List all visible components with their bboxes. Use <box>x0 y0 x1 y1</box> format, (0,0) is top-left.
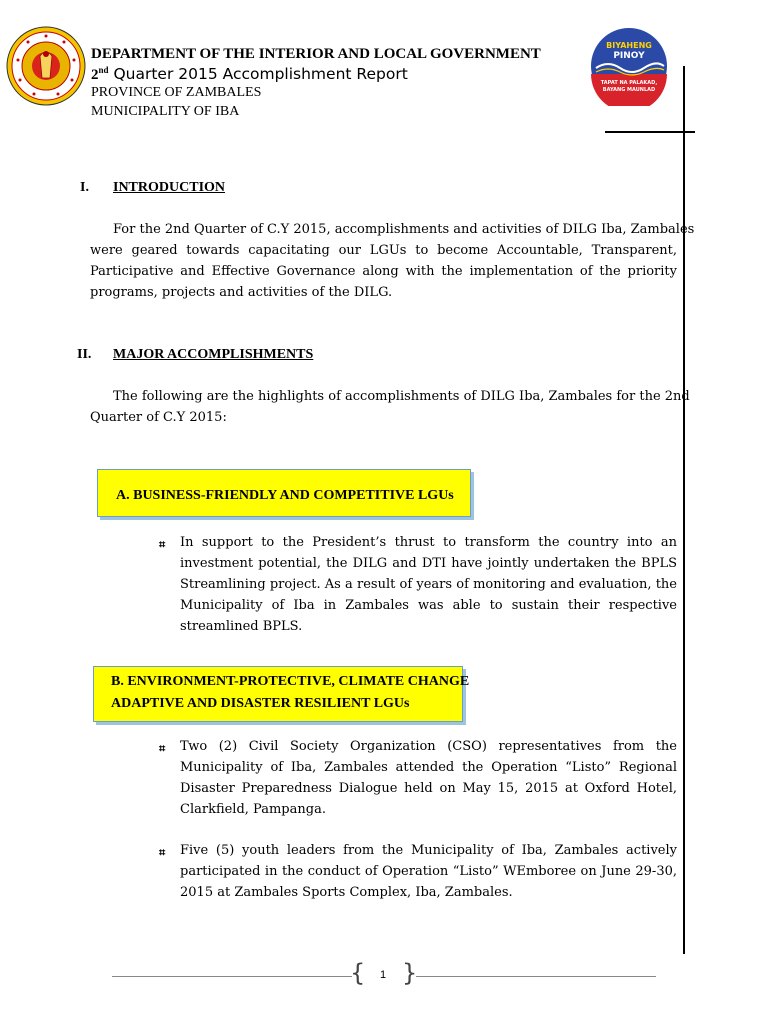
subsection-b-banner <box>93 666 470 722</box>
quarter-number: 2 <box>91 67 99 84</box>
subsection-b-title-line2: ADAPTIVE AND DISASTER RESILIENT LGUs <box>111 696 410 711</box>
footer-rule-right <box>416 976 656 977</box>
section-major-title: MAJOR ACCOMPLISHMENTS <box>113 347 314 362</box>
biyaheng-pinoy-logo <box>588 26 670 106</box>
bullet-line: Municipality of Iba in Zambales was able to sustain their respective <box>180 598 677 613</box>
dilg-seal-logo <box>6 26 86 106</box>
subsection-b-title-line1: B. ENVIRONMENT-PROTECTIVE, CLIMATE CHANGE <box>111 674 470 689</box>
intro-line: Participative and Effective Governance along with the implementation of the priority <box>90 264 677 279</box>
subsection-a-banner <box>97 469 471 517</box>
section-intro-title: INTRODUCTION <box>113 180 226 195</box>
bullet-line: 2015 at Zambales Sports Complex, Iba, Zambales. <box>180 885 513 900</box>
subsection-a-title: A. BUSINESS-FRIENDLY AND COMPETITIVE LGUs <box>116 488 454 503</box>
logo-text-mid: PINOY <box>613 51 645 61</box>
bullet-icon: ⌗ <box>159 742 166 755</box>
major-paragraph <box>90 386 690 428</box>
bullet-line: In support to the President’s thrust to transform the country into an <box>180 535 677 550</box>
bullet-line: Streamlining project. As a result of years of monitoring and evaluation, the <box>180 577 677 592</box>
bullet-icon: ⌗ <box>159 538 166 551</box>
logo-text-bottom2: BAYANG MAUNLAD <box>602 87 656 93</box>
bullet-a1-text <box>180 532 677 637</box>
section-intro-number: I. <box>80 180 89 195</box>
bullet-b1-text <box>180 736 677 820</box>
intro-line: programs, projects and activities of the DILG. <box>90 285 393 300</box>
bullet-icon: ⌗ <box>159 846 166 859</box>
municipality-line: MUNICIPALITY OF IBA <box>91 104 240 119</box>
intro-paragraph <box>90 219 695 303</box>
quarter-suffix: nd <box>98 65 109 75</box>
logo-text-top: BIYAHENG <box>606 41 652 50</box>
footer-brace-right: } <box>402 959 418 987</box>
page-number: 1 <box>380 969 387 981</box>
section-major-number: II. <box>77 347 92 362</box>
bullet-line: participated in the conduct of Operation “Listo” WEmboree on June 29-30, <box>180 864 677 879</box>
bullet-line: streamlined BPLS. <box>180 619 303 634</box>
bullet-line: Two (2) Civil Society Organization (CSO) representatives from the <box>180 739 677 754</box>
major-line: Quarter of C.Y 2015: <box>90 410 227 425</box>
province-line: PROVINCE OF ZAMBALES <box>91 85 262 100</box>
intro-line: For the 2nd Quarter of C.Y 2015, accomplishments and activities of DILG Iba, Zambales <box>113 222 695 237</box>
footer-brace-left: { <box>350 959 366 987</box>
major-line: The following are the highlights of accomplishments of DILG Iba, Zambales for the 2nd <box>113 389 690 404</box>
footer-rule-left <box>112 976 352 977</box>
bullet-line: Disaster Preparedness Dialogue held on May 15, 2015 at Oxford Hotel, <box>180 781 677 796</box>
logo-text-bottom1: TAPAT NA PALAKAD, <box>600 80 658 86</box>
margin-vertical-rule <box>683 66 685 954</box>
report-title <box>91 65 408 84</box>
bullet-line: investment potential, the DILG and DTI have jointly undertaken the BPLS <box>180 556 677 571</box>
bullet-line: Municipality of Iba, Zambales attended the Operation “Listo” Regional <box>180 760 677 775</box>
bullet-b2-text <box>180 840 677 903</box>
department-title: DEPARTMENT OF THE INTERIOR AND LOCAL GOVERNMENT <box>91 46 541 62</box>
intro-line: were geared towards capacitating our LGUs to become Accountable, Transparent, <box>90 243 677 258</box>
margin-horizontal-rule <box>605 131 695 133</box>
bullet-line: Clarkfield, Pampanga. <box>180 802 326 817</box>
report-title-text: Quarter 2015 Accomplishment Report <box>108 65 408 84</box>
bullet-line: Five (5) youth leaders from the Municipality of Iba, Zambales actively <box>180 843 677 858</box>
